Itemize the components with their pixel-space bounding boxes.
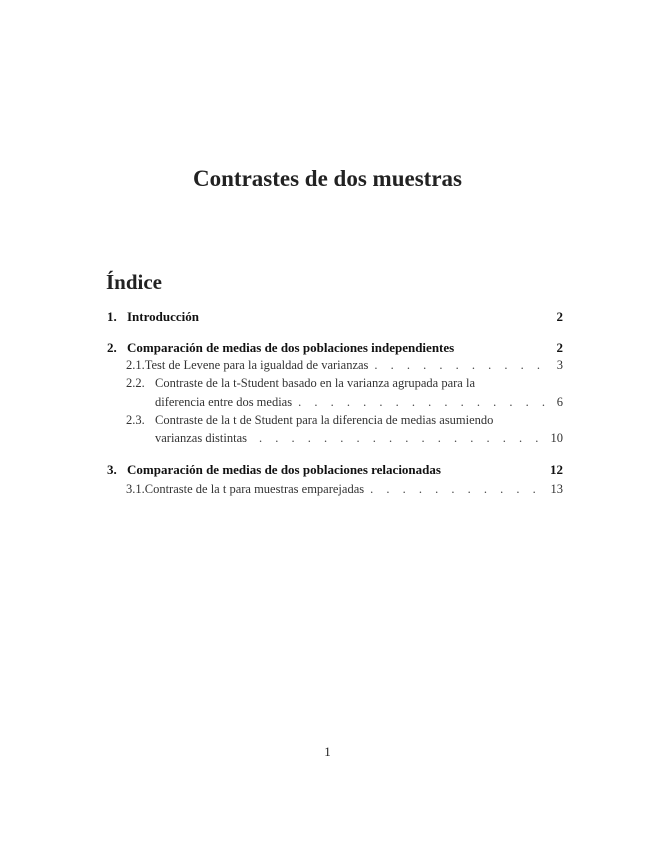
toc-number: 3. [107, 462, 117, 477]
page-number: 1 [324, 744, 331, 759]
toc-entry-3[interactable] [107, 462, 563, 478]
toc-number: 2.3. [126, 413, 145, 427]
toc-entry-2-2-cont[interactable] [155, 395, 563, 410]
toc-entry-2-2[interactable] [107, 376, 563, 391]
toc-entry-1[interactable] [107, 309, 563, 325]
toc-text: Contraste de la t-Student basado en la varianza agrupada para la [155, 376, 476, 390]
dot-leader [370, 482, 544, 497]
toc-text: Contraste de la t para muestras emparejadas [144, 482, 365, 496]
toc-number: 1. [107, 309, 117, 324]
toc-page: 3 [556, 358, 563, 372]
toc-entry-2-3[interactable] [107, 413, 563, 428]
toc-page: 2 [556, 340, 563, 355]
toc-entry-2-3-cont[interactable] [155, 431, 563, 446]
toc-number: 2.1. [126, 358, 145, 372]
toc-page: 10 [550, 431, 563, 445]
toc-text-continued: varianzas distintas [155, 431, 247, 445]
dot-leader [298, 395, 551, 410]
toc-number: 2.2. [126, 376, 145, 390]
toc-entry-2[interactable] [107, 340, 563, 356]
dot-leader [259, 431, 545, 446]
toc-text: Introducción [127, 309, 199, 324]
toc-text-continued: diferencia entre dos medias [155, 395, 293, 409]
toc-page: 13 [550, 482, 563, 496]
toc-number: 2. [107, 340, 117, 355]
toc-text: Test de Levene para la igualdad de varianzas [144, 358, 369, 372]
toc-entry-3-1[interactable] [107, 482, 563, 497]
toc-text: Contraste de la t de Student para la diferencia de medias asumiendo [155, 413, 494, 427]
dot-leader [374, 358, 550, 373]
toc-text: Comparación de medias de dos poblaciones relacionadas [127, 462, 441, 477]
toc-text: Comparación de medias de dos poblaciones independientes [127, 340, 455, 355]
document-title: Contrastes de dos muestras [193, 166, 462, 191]
toc-entry-2-1[interactable] [107, 358, 563, 373]
toc-page: 12 [550, 462, 563, 477]
toc-number: 3.1. [126, 482, 145, 496]
toc-page: 2 [556, 309, 563, 324]
toc-heading: Índice [106, 270, 163, 294]
toc-page: 6 [556, 395, 563, 409]
